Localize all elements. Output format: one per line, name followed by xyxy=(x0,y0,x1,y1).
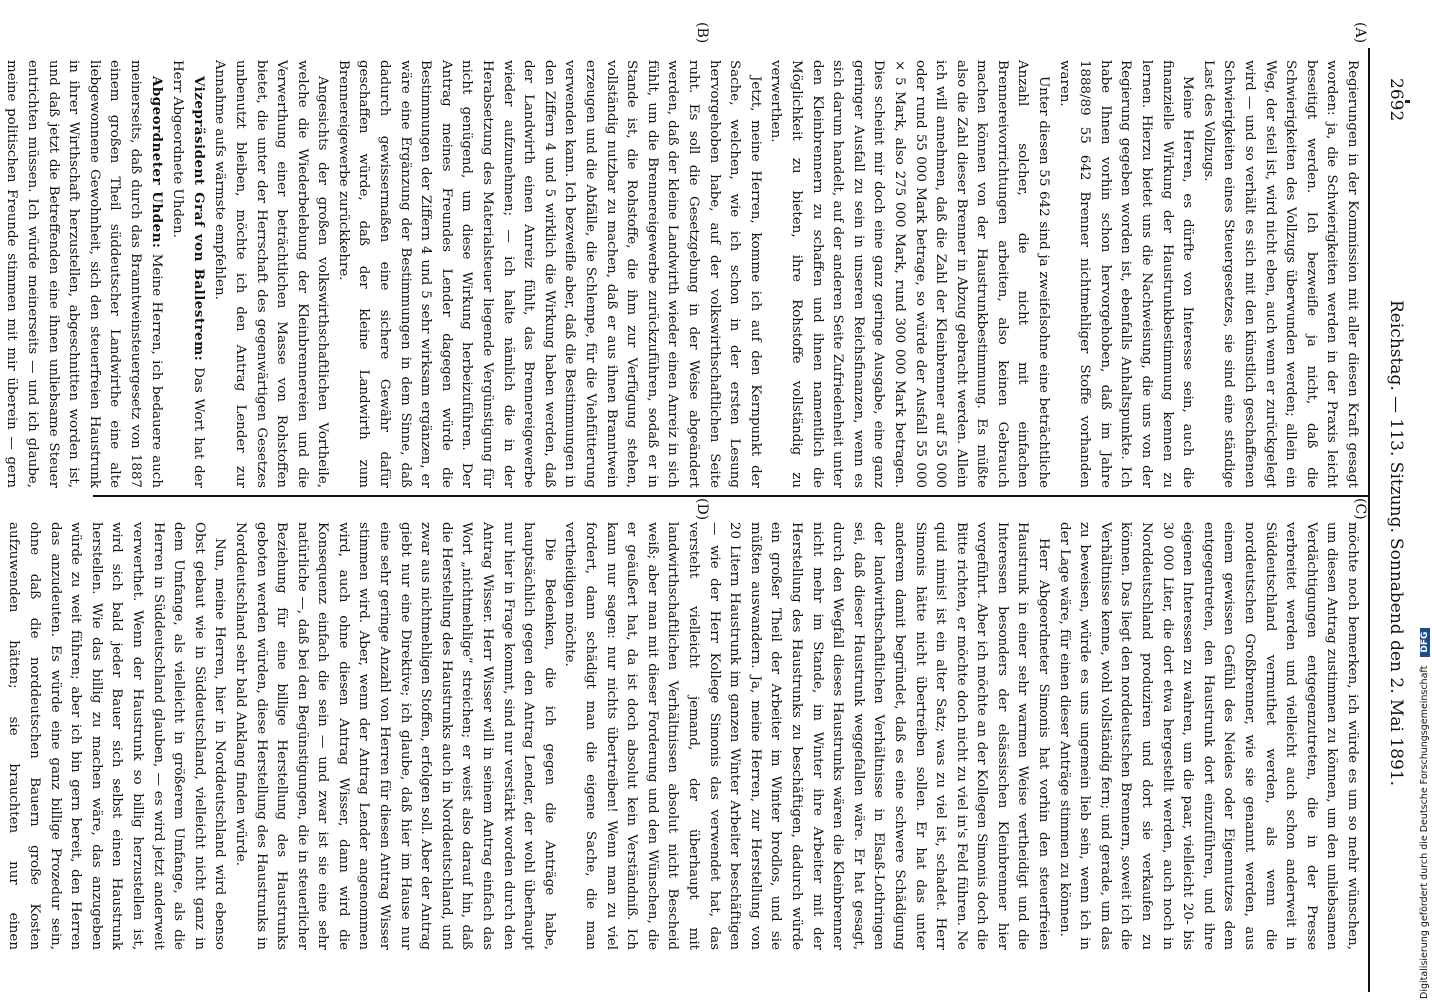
page-number: 2692 xyxy=(1386,78,1406,122)
paragraph: Regierungen in der Kommission mit aller diesen Kraft gesagt worden: ja, die Schwierigkeiten werden in der Praxis leicht beseitigt werden. Ich bezweifle ja nicht, daß die Schwierigkeiten des Vollzugs überwunden werden; allein ein Weg, der steil ist, wird nicht eben, auch wenn er zurückgelegt wird — und so verhält es sich mit den künstlich geschaffenen Schwierigkeiten eines Steuergesetzes, sie sind eine ständige Last des Vollzugs. xyxy=(1200,60,1360,488)
speech-text: Meine Herren, ich bedauere auch meinerseits, daß durch das Branntweinsteuergesetz von 1887 einem großen Theil süddeutscher Landwirthe eine alte liebgewonnene Gewohnheit, sich den steuerfreien Haustrunk in ihrer Wirthschaft herzustellen, abgeschnitten worden ist, und daß jetzt die Betreffenden eine ihnen unliebsame Steuer entrichten müssen. Ich würde meinerseits — und ich glaube, meine politischen Freunde stimmen mit mir überein — gern xyxy=(4,60,164,488)
speech-start xyxy=(0,60,167,488)
session-title: Reichstag. — 113. Sitzung. xyxy=(1386,300,1406,533)
president-remark xyxy=(167,60,209,488)
left-column xyxy=(4,60,1362,488)
digitization-credit xyxy=(1419,299,1430,999)
margin-mark-c: (C) xyxy=(1352,498,1368,520)
paragraph: Nun, meine Herren, hier in Norddeutschland wird ebenso Obst gebaut wie in Süddeutschland, vielleicht nicht ganz in dem Umfange, als vielleicht in größerem Umfange, als die Herren in Süddeutschland glauben, — es wird jetzt anderweit verwerthet. Wenn der Haustrunk so billig herzustellen ist, wird sich bald jeder Bauer sich selbst einen Haustrunk herstellen. Wie das billig zu machen wäre, das anzugeben würde zu weit führen; aber ich bin gern bereit, den Herren das anzudeuten. Es würde eine ganz billige Prozedur sein, ohne daß die norddeutschen Bauern große Kosten aufzuwenden hätten; sie brauchten nur einen xyxy=(6,522,228,950)
paragraph: Unter diesen 55 642 sind ja zweifelsohne eine beträchtliche Anzahl solcher, die nicht mit einfachen Brennereivorrichtungen arbeiten, also keinen Gebrauch machen können von der Haustrunkbestimmung. Es müßte also die Zahl dieser Brenner in Abzug gebracht werden. Allein ich will annehmen, daß die Zahl der Kleinbrenner auf 55 000 oder rund 55 000 Mark betrage, so würde der Ausfall 55 000 × 5 Mark, also 275 000 Mark, rund 300 000 Mark betragen. Dies scheint mir doch eine ganz geringe Ausgabe, eine ganz geringer Ausfall zu sein in unseren Reichsfinanzen, wenn es sich darum handelt, auf der anderen Seite Zufriedenheit unter den Kleinbrennern zu schaffen und ihnen namentlich die Möglichkeit zu bieten, ihre Rohstoffe vollständig zu verwerthen. xyxy=(768,60,1052,488)
speaker-name: Abgeordneter Uhden: xyxy=(148,76,165,249)
right-column xyxy=(6,522,1362,950)
paragraph: möchte noch bemerken, ich würde es um so mehr wünschen, um diesen Antrag zustimmen zu können, um den unliebsamen Verdächtigungen entgegenzutreten, die in der Presse verbreitet werden und vielleicht auch schon anderweit in Süddeutschland vermuthet werden, als wenn die norddeutschen Großbrenner, wie sie genannt werden, aus einem gewissen Gefühl des Neides oder Eigennutzes dem entgegentreten, den Haustrunk dort einzuführen, und ihre eigenen Interessen zu wahren, um die paar, vielleicht 20- bis 30 000 Liter, die dort etwa hergestellt werden, auch noch in Norddeutschland produziren und dort sie verkaufen zu können. Das liegt den norddeutschen Brennern, soweit ich die Verhältnisse kenne, wohl vollständig fern; und gerade, um das zu beweisen, würde es uns ungemein lieb sein, wenn ich in der Lage wäre, für einen dieser Anträge stimmen zu können. xyxy=(1056,522,1360,950)
paragraph: Die Bedenken, die ich gegen die Anträge habe, hauptsächlich gegen den Antrag Lender, der wohl überhaupt nur hier in Frage kommt, sind nur verstärkt worden durch den Antrag Wisser. Herr Wisser will in seinem Antrag einfach das Wort „nichtmehlige“ streichen; er weist also darauf hin, daß die Herstellung des Haustrunks auch in Norddeutschland, und zwar aus nichtmehligen Stoffen, erfolgen soll. Aber der Antrag giebt nur eine Direktive; ich glaube, daß hier im Hause nur eine sehr geringe Anzahl von Herren für diesen Antrag Wisser stimmen wird. Aber, wenn der Antrag Lender angenommen wird, auch ohne diesen Antrag Wisser, dann wird die Konsequenz einfach die sein — und zwar ist sie eine sehr natürliche —, daß bei den Begünstigungen, die in steuerlicher Beziehung für eine billige Herstellung des Haustrunks geboten werden würden, diese Herstellung des Haustrunks in Norddeutschland sehr bald Anklang finden würde. xyxy=(232,522,557,950)
column-divider xyxy=(93,495,1368,497)
president-name: Vizepräsident Graf von Ballestrem: xyxy=(190,76,207,362)
president-text: Das Wort hat der Herr Abgeordnete Uhden. xyxy=(170,60,206,488)
running-header xyxy=(1376,8,1416,992)
date-line: Sonnabend den 2. Mai 1891. xyxy=(1386,538,1406,787)
paragraph: Meine Herren, es dürfte von Interesse sein, auch die finanzielle Wirkung der Haustrunkbestimmung kennen zu lernen. Hierzu bietet uns die Nachweisung, die uns von der Regierung gegeben worden ist, ebenfalls Anhaltspunkte. Ich habe Ihnen vorhin schon hervorgehoben, daß im Jahre 1888/89 55 642 Brenner nichtmehliger Stoffe vorhanden waren. xyxy=(1056,60,1196,488)
dfg-logo: DFG xyxy=(1420,628,1430,657)
credit-text: Digitalisierung gefördert durch die Deutsche Forschungsgemeinschaft xyxy=(1419,665,1430,999)
paragraph: Herr Abgeordneter Simonis hat vorhin den steuerfreien Haustrunk in einer sehr warmen Weise vertheidigt und die Interessen besonders der elsässischen Kleinbrenner hier vorgeführt. Aber ich möchte an der Kollegen Simonis doch die Bitte richten, er möchte doch nicht zu viel in's Feld führen. Ne quid nimis! ist ein alter Satz; was zu viel ist, schadet. Herr Simonis hätte nicht übertreiben sollen. Er hat das unter anderem damit begründet, daß es eine schwere Schädigung der landwirthschaftlichen Verhältnisse in Elsaß-Lothringen sei, daß dieser Haustrunk weggefallen wäre. Er hat gesagt, durch den Wegfall dieses Haustrunks wären die Kleinbrenner nicht mehr im Stande, im Winter ihre Arbeiter mit der Herstellung des Haustrunks zu beschäftigen, dadurch würde ein großer Theil der Arbeiter im Winter brodlos, und sie müßten auswandern. Ja, meine Herren, zur Herstellung von 20 Litern Haustrunk im ganzen Winter Arbeiter beschäftigen — wie der Herr Kollege Simonis das verwendet hat, das versteht vielleicht jemand, der überhaupt mit landwirthschaftlichen Verhältnissen absolut nicht Bescheid weiß; aber man mit dieser Forderung und den Wünschen, die er geäußert hat, da ist doch absolut kein Verständniß. Ich kann nur sagen: nur nichts übertreiben! Wenn man zu viel fordert, dann schädigt man die eigene Sache, die man vertheidigen möchte. xyxy=(562,522,1052,950)
margin-mark-a: (A) xyxy=(1352,22,1368,44)
paragraph: Angesichts der großen volkswirthschaftlichen Vortheile, welche die Wiederbelebung der Kleinbrennereien und die Verwerthung einer beträchtlichen Masse von Rohstoffen bietet, die unter der Herrschaft des gegenwärtigen Gesetzes unbenutzt bleiben, möchte ich den Antrag Lender zur Annahme aufs wärmste empfehlen. xyxy=(212,60,331,488)
rotated-document-page xyxy=(4,8,1416,992)
header-rule xyxy=(1368,48,1370,992)
margin-mark-b: (B) xyxy=(694,22,710,44)
margin-mark-d: (D) xyxy=(694,498,710,521)
paragraph: Jetzt, meine Herren, komme ich auf den Kernpunkt der Sache, welchen, wie ich schon in der ersten Lesung hervorgehoben habe, auf der volkswirthschaftlichen Seite ruht. Es soll die Gesetzgebung in der Weise abgeändert werden, daß der kleine Landwirth wieder einen Anreiz in sich fühlt, um die Brennereigewerbe zurückzuführen, sodaß er in Stande ist, die Rohstoffe, die ihm zur Verfügung stehen, vollständig nutzbar zu machen, daß er aus ihnen Branntwein erzeugen und die Abfälle, die Schlempe, für die Viehfütterung verwenden kann. Ich bezweifle aber, daß die Bestimmungen in den Ziffern 4 und 5 wirklich die Wirkung haben werden, daß der Landwirth einen Anreiz fühlt, das Brennereigewerbe wieder aufzunehmen; — ich halte nämlich die in der Herabsetzung des Materialsteuer liegende Vergünstigung für nicht genügend, um diese Wirkung herbeizuführen. Der Antrag meines Freundes Lender dagegen würde die Bestimmungen der Ziffern 4 und 5 sehr wirksam ergänzen, er wäre eine Ergänzung der Bestimmungen in dem Sinne, daß dadurch gewissermaßen eine sichere Gewähr dafür geschaffen würde, daß der kleine Landwirth zum Brennereigewerbe zurückkehre. xyxy=(335,60,763,488)
